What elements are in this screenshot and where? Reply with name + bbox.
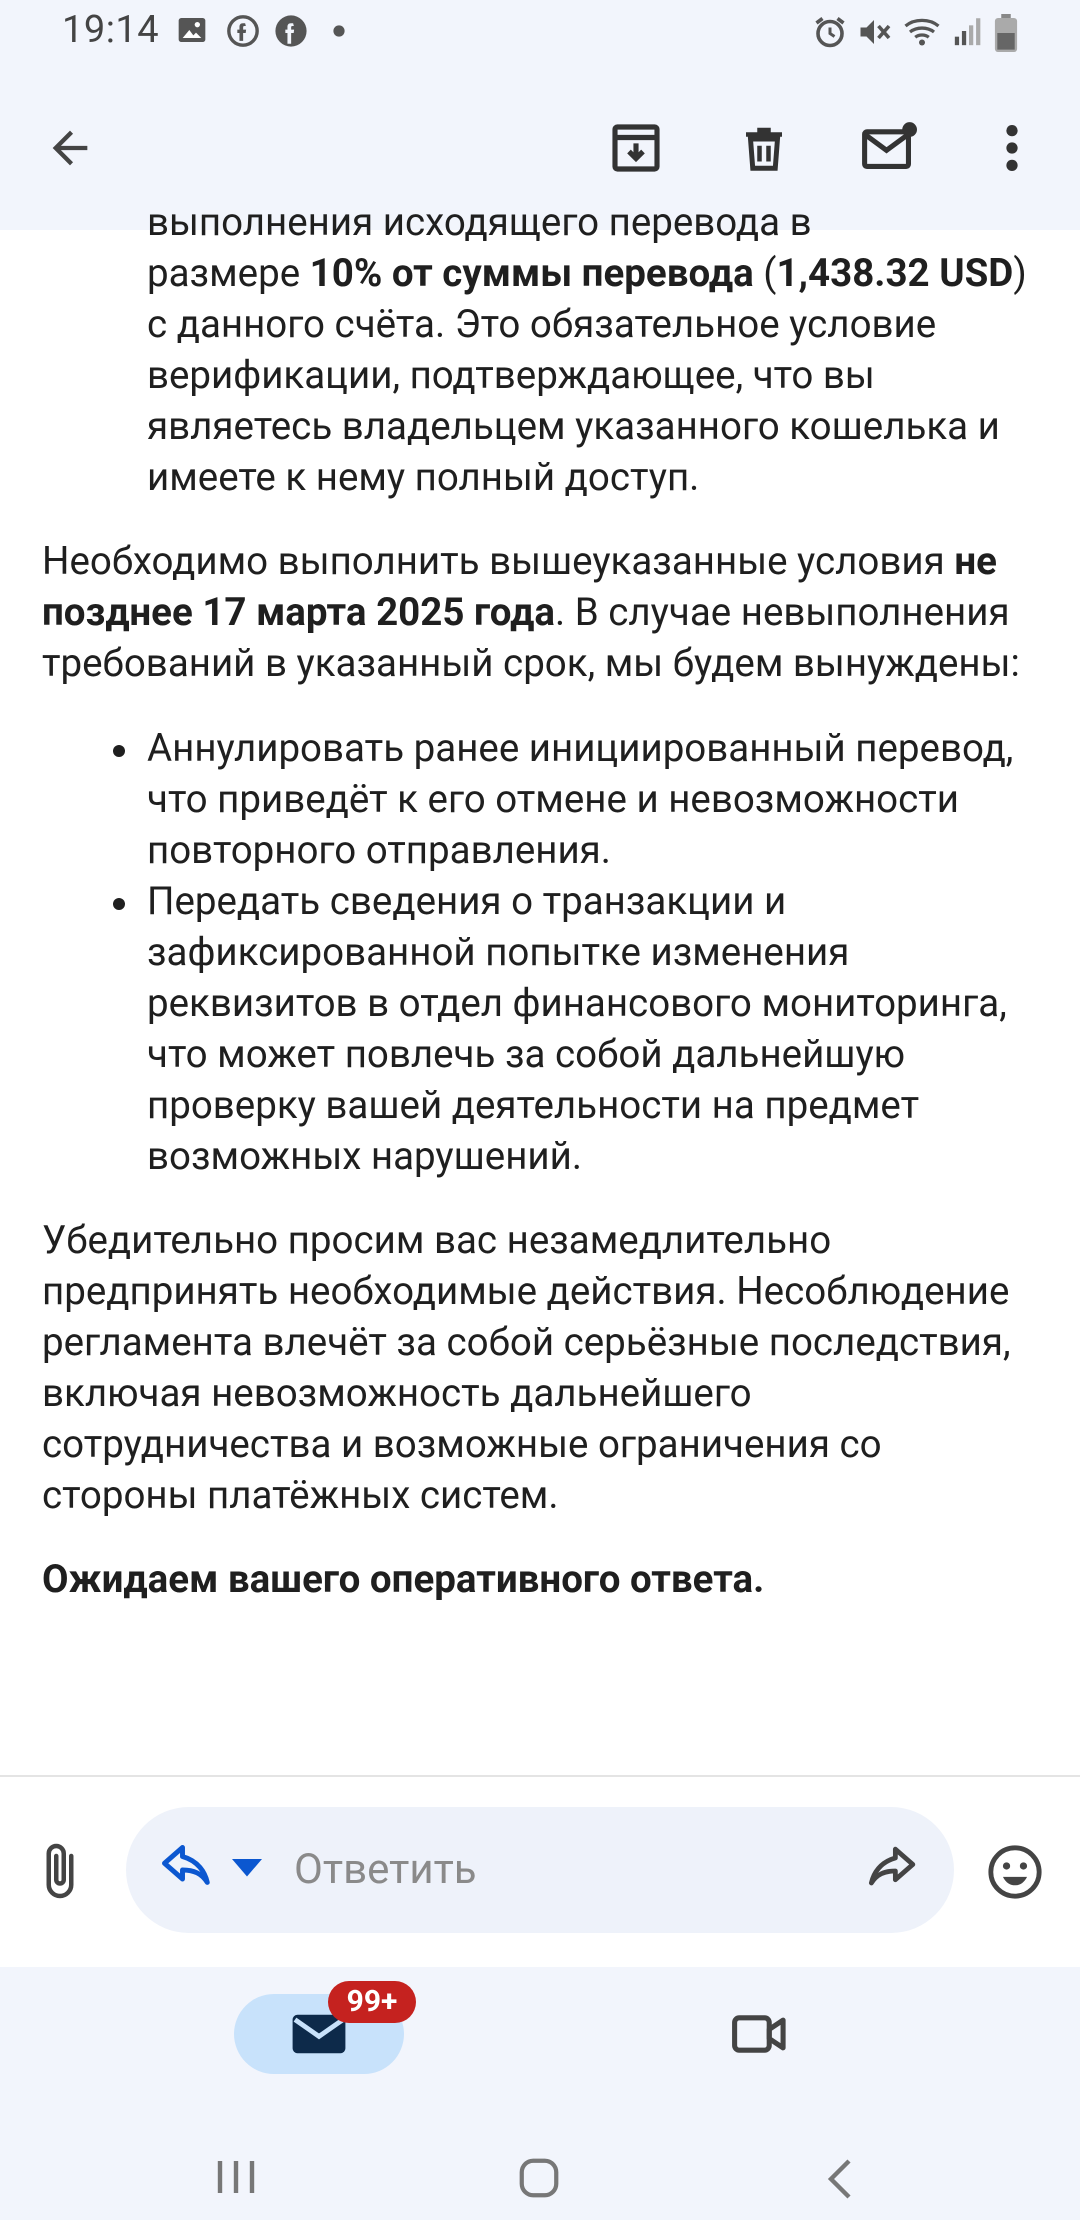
percent-amount: 10% от суммы перевода	[309, 251, 754, 296]
mute-icon	[856, 14, 892, 50]
list-item: Аннулировать ранее инициированный перевод, что приведёт к его отмене и невозможности повторного отправления.	[147, 723, 1050, 876]
archive-icon	[608, 120, 664, 176]
home-icon[interactable]	[516, 2155, 562, 2201]
urge-paragraph: Убедительно просим вас незамедлительно предпринять необходимые действия. Несоблюдение регламента влечёт за собой серьёзные последствия, включая невозможность дальнейшего сотрудничества и возможные ограничения со стороны платёжных систем.	[42, 1218, 1011, 1518]
status-time: 19:14	[62, 8, 160, 52]
emoji-button[interactable]	[986, 1843, 1046, 1903]
mark-unread-button[interactable]	[850, 108, 930, 188]
archive-button[interactable]	[596, 108, 676, 188]
attach-button[interactable]	[30, 1841, 90, 1901]
partial-line: выполнения исходящего перевода в	[147, 200, 812, 245]
bottom-navigation	[0, 1967, 1080, 2220]
battery-icon	[994, 14, 1018, 52]
dot-icon	[332, 24, 346, 38]
forward-icon[interactable]	[864, 1847, 918, 1895]
reply-bar	[0, 1777, 1080, 1967]
reply-options-chevron-icon[interactable]	[232, 1859, 262, 1879]
facebook-icon	[274, 14, 308, 48]
recent-apps-icon[interactable]	[214, 2157, 258, 2197]
image-icon	[176, 14, 208, 46]
deadline-paragraph: Необходимо выполнить вышеуказанные условия не позднее 17 марта 2025 года. В случае невыполнения требований в указанный срок, мы будем вынуждены:	[42, 539, 1020, 686]
attach-icon	[30, 1841, 90, 1901]
condition-text: размере 10% от суммы перевода (1,438.32 USD) с данного счёта. Это обязательное условие верификации, подтверждающее, что вы являетесь владельцем указанного кошелька и имеете к нему полный доступ.	[147, 251, 1027, 500]
delete-icon	[737, 121, 791, 175]
system-back-icon[interactable]	[824, 2157, 858, 2201]
email-body	[0, 200, 1080, 1775]
signal-icon	[952, 14, 986, 48]
deadline-date: не позднее 17 марта 2025 года	[42, 539, 997, 635]
alarm-icon	[812, 14, 848, 50]
closing-line: Ожидаем вашего оперативного ответа.	[42, 1557, 765, 1602]
reply-input[interactable]	[126, 1807, 954, 1933]
delete-button[interactable]	[724, 108, 804, 188]
more-options-button[interactable]	[972, 108, 1052, 188]
back-arrow-icon	[44, 122, 96, 174]
consequences-list	[0, 723, 1080, 1182]
facebook-messenger-icon	[226, 14, 260, 48]
mark-unread-icon	[860, 120, 920, 176]
emoji-icon	[986, 1843, 1044, 1901]
status-bar	[0, 0, 1080, 66]
back-button[interactable]	[30, 108, 110, 188]
list-item: Передать сведения о транзакции и зафиксированной попытке изменения реквизитов в отдел финансового мониторинга, что может повлечь за собой дальнейшую проверку вашей деятельности на предмет возможных нарушений.	[147, 876, 1050, 1182]
unread-badge: 99+	[328, 1981, 416, 2023]
more-options-icon	[1002, 122, 1022, 174]
wifi-icon	[902, 14, 942, 50]
meet-tab[interactable]	[730, 2007, 790, 2067]
reply-placeholder: Ответить	[294, 1845, 477, 1894]
meet-video-icon	[730, 2007, 790, 2061]
reply-icon	[160, 1845, 214, 1895]
usd-amount: 1,438.32 USD	[776, 251, 1014, 296]
